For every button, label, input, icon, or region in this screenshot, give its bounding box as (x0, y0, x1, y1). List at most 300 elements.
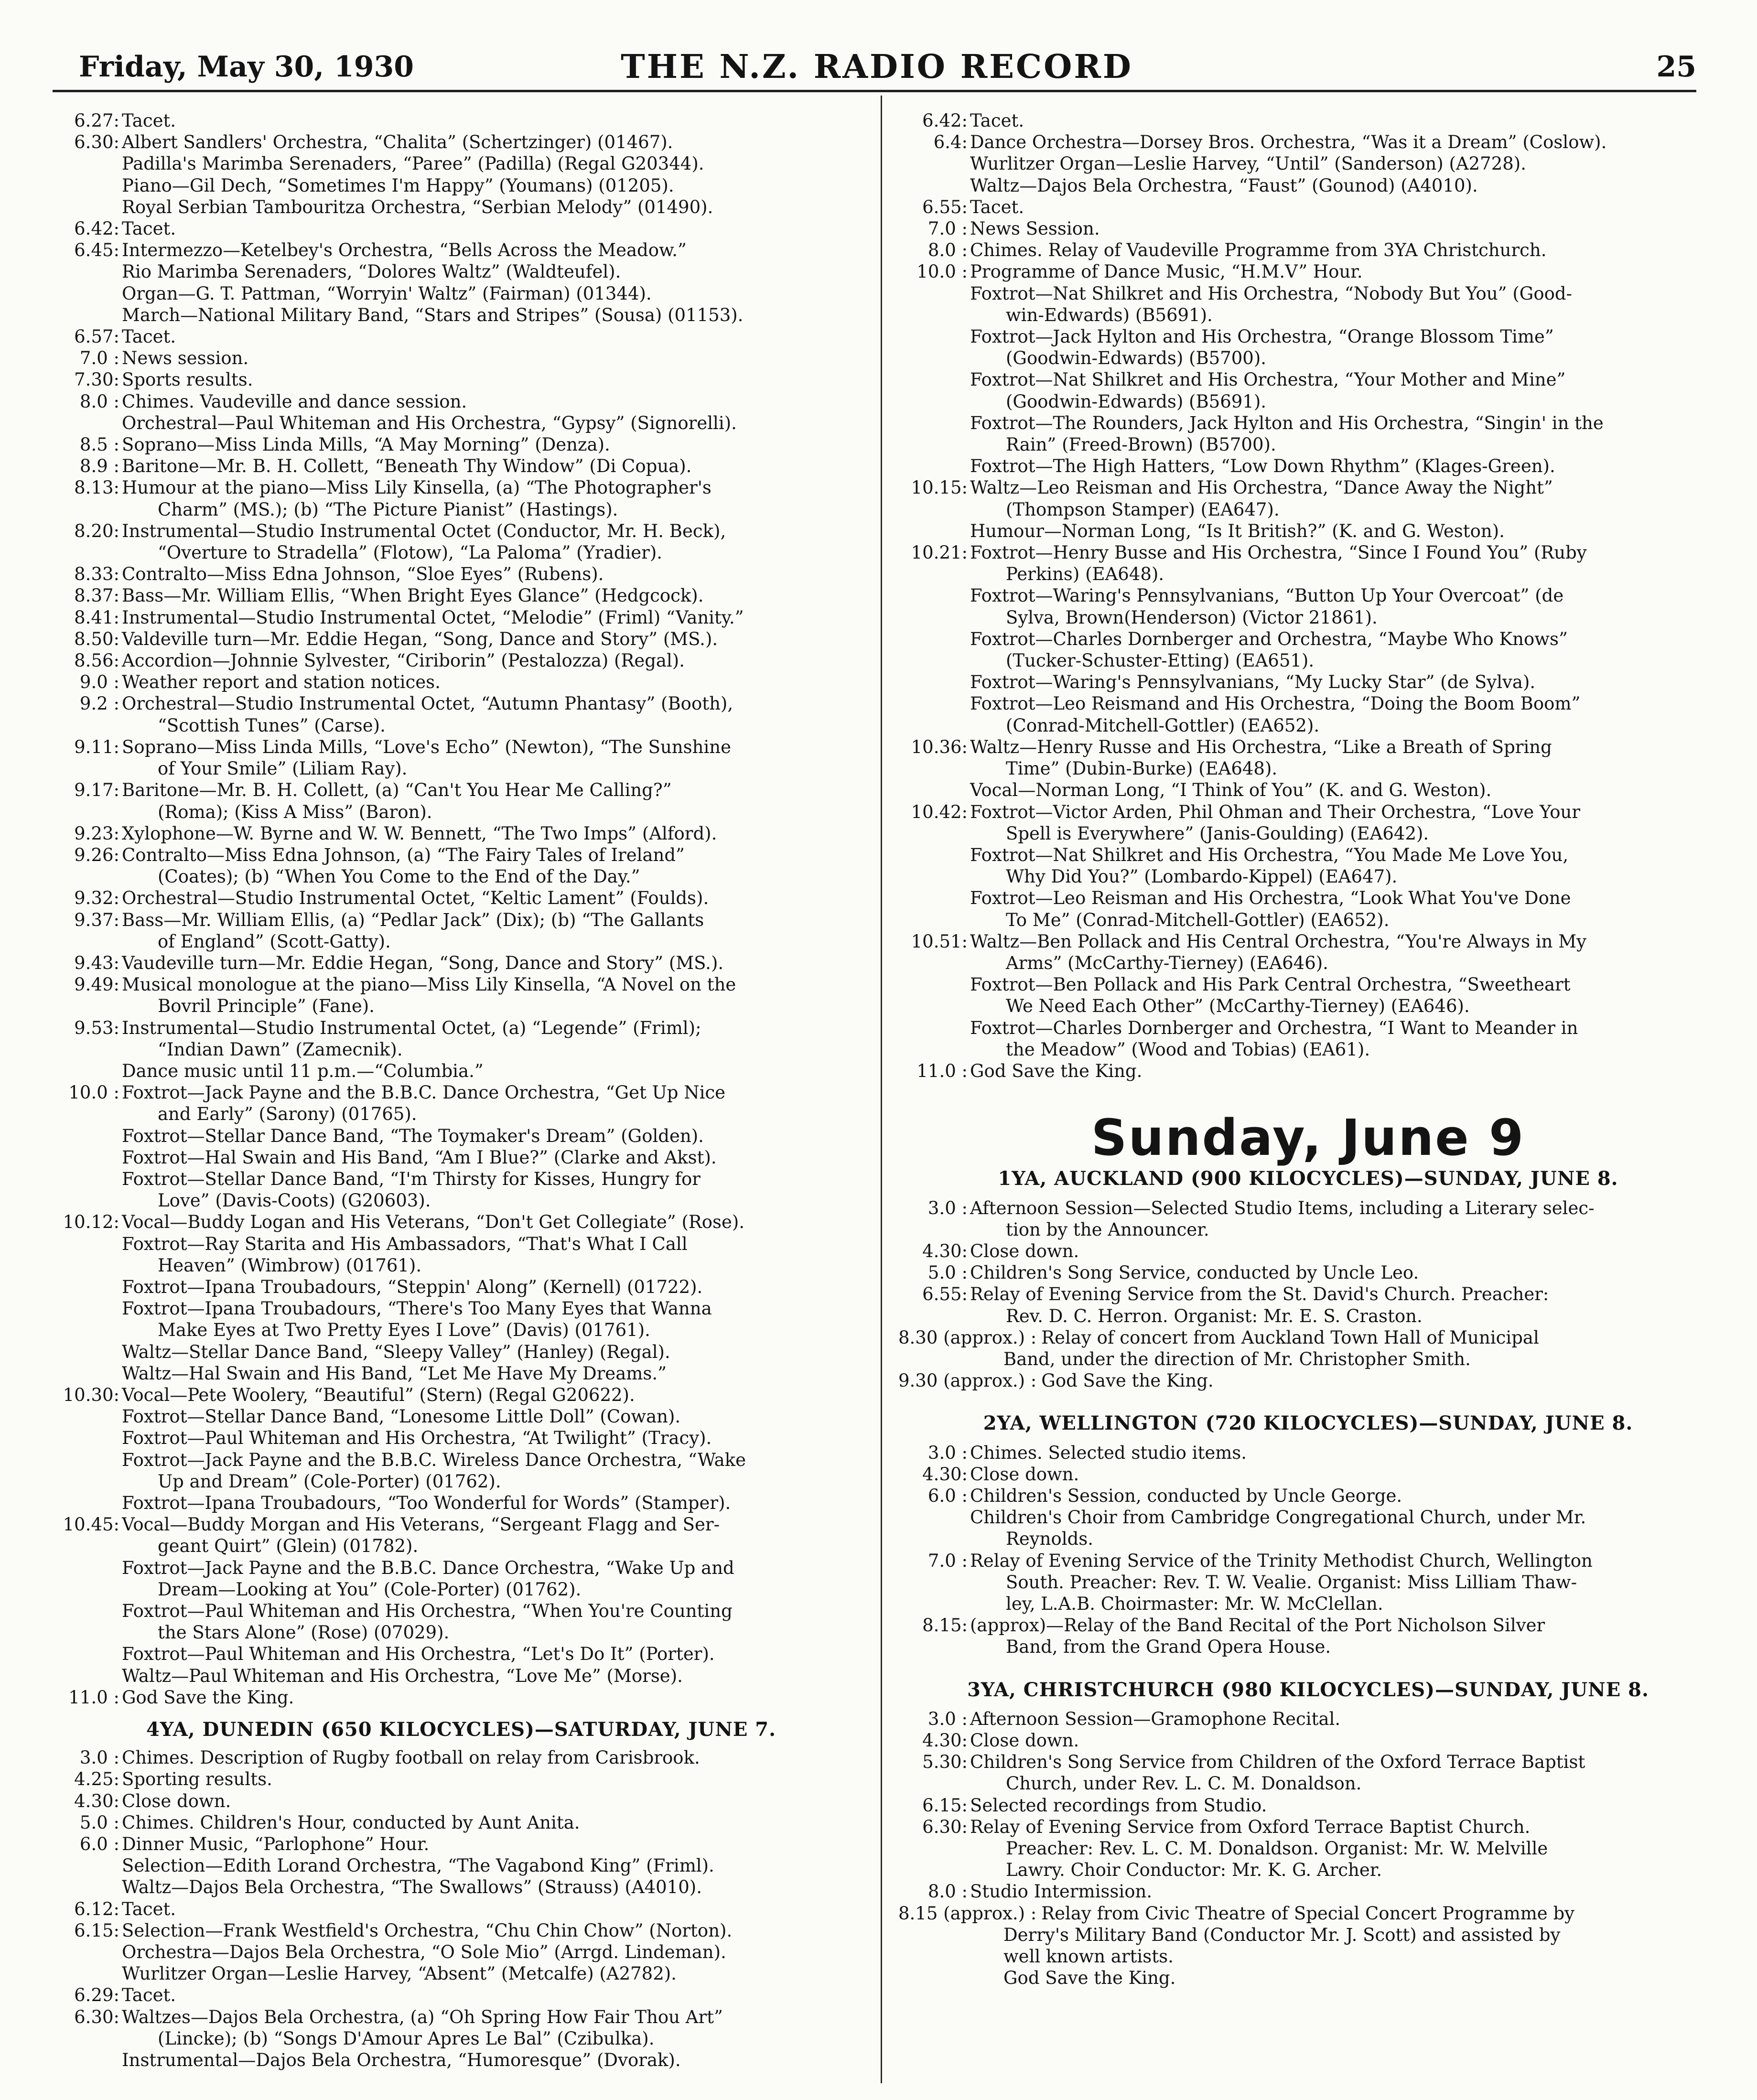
entry-line: Tacet. (122, 326, 176, 347)
programme-entry (898, 1903, 1718, 1989)
entry-line: Orchestral—Studio Instrumental Octet, “Autumn Phantasy” (Booth), (122, 693, 733, 714)
programme-entry (55, 974, 867, 1017)
entry-line: well known artists. (1003, 1946, 1174, 1967)
programme-entry (55, 2006, 867, 2071)
programme-entry (55, 1984, 867, 2006)
entry-line: Arms” (McCarthy-Tierney) (EA646). (1006, 952, 1328, 973)
entry-line: Foxtrot—Jack Payne and the B.B.C. Dance Orchestra, “Wake Up and (122, 1557, 734, 1578)
entry-line: Instrumental—Studio Instrumental Octet (Conductor, Mr. H. Beck), (122, 520, 726, 541)
entry-time: 3.0 : (927, 1708, 968, 1729)
entry-line: Charm” (MS.); (b) “The Picture Pianist” (Hastings). (158, 499, 618, 520)
entry-line: the Stars Alone” (Rose) (07029). (158, 1622, 450, 1643)
programme-entry (55, 455, 867, 477)
entry-line: Love” (Davis-Coots) (G20603). (158, 1190, 431, 1211)
entry-line: Heaven” (Wimbrow) (01761). (158, 1255, 422, 1276)
entry-time: 9.37: (74, 909, 119, 930)
entry-line: 8.30 (approx.) : Relay of concert from Auckland Town Hall of Municipal (898, 1327, 1539, 1348)
entry-time: 10.0 : (68, 1082, 119, 1103)
programme-entry (55, 391, 867, 434)
sunday-heading: Sunday, June 9 (1091, 1109, 1525, 1167)
entry-line: God Save the King. (970, 1060, 1143, 1081)
entry-time: 10.45: (63, 1514, 119, 1535)
wellington-programme (898, 1442, 1718, 1658)
entry-line: Valdeville turn—Mr. Eddie Hegan, “Song, Dance and Story” (MS.). (122, 628, 718, 649)
entry-line: Relay of Evening Service from Oxford Terrace Baptist Church. (970, 1816, 1531, 1837)
entry-line: Baritone—Mr. B. H. Collett, “Beneath Thy Window” (Di Copua). (122, 456, 692, 477)
entry-time: 5.0 : (79, 1812, 119, 1833)
entry-line: Tacet. (122, 1985, 176, 2006)
entry-time: 3.0 : (79, 1747, 119, 1768)
entry-line: Sporting results. (122, 1769, 272, 1790)
entry-line: “Scottish Tunes” (Carse). (158, 715, 386, 736)
programme-entry (55, 369, 867, 390)
entry-time: 5.0 : (927, 1262, 968, 1283)
programme-entry (55, 239, 867, 326)
entry-line: Chimes. Relay of Vaudeville Programme from 3YA Christchurch. (970, 240, 1547, 261)
programme-entry (55, 1211, 867, 1384)
entry-line: Foxtrot—Hal Swain and His Band, “Am I Blue?” (Clarke and Akst). (122, 1147, 717, 1168)
entry-line: Foxtrot—Jack Hylton and His Orchestra, “Orange Blossom Time” (970, 326, 1554, 347)
entry-line: Children's Choir from Cambridge Congregational Church, under Mr. (970, 1507, 1586, 1528)
entry-line: Foxtrot—Nat Shilkret and His Orchestra, “Nobody But You” (Good- (970, 283, 1573, 304)
entry-time: 8.56: (74, 650, 119, 671)
entry-time: 8.50: (74, 628, 119, 649)
entry-line: Wurlitzer Organ—Leslie Harvey, “Until” (Sanderson) (A2728). (970, 153, 1527, 174)
entry-time: 10.30: (63, 1384, 119, 1405)
programme-entry (898, 1370, 1718, 1391)
entry-line: Church, under Rev. L. C. M. Donaldson. (1006, 1773, 1362, 1794)
entry-line: Rev. D. C. Herron. Organist: Mr. E. S. Craston. (1006, 1305, 1423, 1326)
entry-line: Vocal—Norman Long, “I Think of You” (K. and G. Weston). (970, 780, 1492, 801)
page-number: 25 (1656, 50, 1696, 84)
entry-line: (Goodwin-Edwards) (B5700). (1006, 348, 1267, 369)
programme-entry (55, 628, 867, 650)
entry-line: Orchestra—Dajos Bela Orchestra, “O Sole Mio” (Arrgd. Lindeman). (122, 1942, 726, 1963)
entry-line: (Goodwin-Edwards) (B5691). (1006, 391, 1267, 412)
entry-line: (approx)—Relay of the Band Recital of the Port Nicholson Silver (970, 1615, 1545, 1636)
programme-entry (55, 1898, 867, 1920)
entry-line: Accordion—Johnnie Sylvester, “Ciriborin” (Pestalozza) (Regal). (122, 650, 685, 671)
programme-entry (55, 1687, 867, 1708)
entry-line: geant Quirt” (Glein) (01782). (158, 1536, 419, 1557)
programme-entry (55, 693, 867, 736)
entry-time: 10.42: (911, 801, 968, 822)
entry-time: 8.20: (74, 520, 119, 541)
page-header (53, 45, 1701, 88)
left-column (55, 110, 867, 2071)
entry-line: 9.30 (approx.) : God Save the King. (898, 1370, 1214, 1391)
entry-line: Soprano—Miss Linda Mills, “A May Morning” (Denza). (122, 434, 610, 455)
entry-line: God Save the King. (1003, 1968, 1176, 1989)
entry-time: 9.32: (74, 888, 119, 909)
entry-line: Tacet. (970, 110, 1024, 131)
entry-line: We Need Each Other” (McCarthy-Tierney) (EA646). (1006, 996, 1470, 1017)
programme-entry (55, 823, 867, 844)
programme-entry (55, 434, 867, 455)
entry-line: Derry's Military Band (Conductor Mr. J. Scott) and assisted by (1003, 1924, 1561, 1945)
programme-entry (898, 131, 1718, 196)
entry-line: Royal Serbian Tambouritza Orchestra, “Serbian Melody” (01490). (122, 196, 713, 217)
programme-entry (55, 1514, 867, 1687)
christchurch-programme (898, 1708, 1718, 1989)
programme-entry (55, 1017, 867, 1082)
entry-line: Foxtrot—Ben Pollack and His Park Central Orchestra, “Sweetheart (970, 974, 1571, 995)
programme-entry (898, 218, 1718, 239)
programme-entry (898, 1550, 1718, 1615)
entry-time: 10.21: (911, 542, 968, 563)
entry-time: 8.0 : (927, 240, 968, 261)
entry-time: 3.0 : (927, 1197, 968, 1218)
entry-time: 11.0 : (916, 1060, 968, 1081)
entry-time: 4.30: (922, 1464, 968, 1485)
entry-line: Foxtrot—Stellar Dance Band, “I'm Thirsty for Kisses, Hungry for (122, 1168, 701, 1189)
entry-time: 6.15: (922, 1795, 968, 1816)
programme-entry (55, 131, 867, 218)
programme-entry (898, 801, 1718, 931)
entry-line: Intermezzo—Ketelbey's Orchestra, “Bells Across the Meadow.” (122, 240, 687, 261)
entry-line: win-Edwards) (B5691). (1006, 304, 1213, 325)
entry-line: Orchestral—Paul Whiteman and His Orchestra, “Gypsy” (Signorelli). (122, 412, 737, 433)
entry-line: Children's Song Service, conducted by Uncle Leo. (970, 1262, 1419, 1283)
entry-line: Rio Marimba Serenaders, “Dolores Waltz” (Waldteufel). (122, 261, 621, 282)
entry-line: Musical monologue at the piano—Miss Lily Kinsella, “A Novel on the (122, 974, 736, 995)
entry-line: Waltz—Dajos Bela Orchestra, “Faust” (Gounod) (A4010). (970, 175, 1478, 196)
entry-line: To Me” (Conrad-Mitchell-Gottler) (EA652). (1006, 909, 1390, 930)
entry-line: and Early” (Sarony) (01765). (158, 1104, 417, 1125)
programme-entry (898, 1060, 1718, 1082)
programme-entry (55, 1790, 867, 1812)
entry-time: 6.42: (74, 218, 119, 239)
saturday-programme-right (898, 110, 1718, 1082)
programme-entry (55, 1384, 867, 1514)
entry-line: Band, from the Grand Opera House. (1006, 1637, 1331, 1658)
dunedin-programme (55, 1747, 867, 2071)
programme-entry (898, 1730, 1718, 1751)
programme-entry (55, 779, 867, 822)
entry-line: Dream—Looking at You” (Cole-Porter) (01762). (158, 1579, 582, 1600)
entry-line: Bass—Mr. William Ellis, “When Bright Eyes Glance” (Hedgcock). (122, 585, 704, 606)
entry-line: Vocal—Pete Woolery, “Beautiful” (Stern) (Regal G20622). (122, 1384, 635, 1405)
programme-entry (55, 1920, 867, 1985)
programme-entry (55, 563, 867, 585)
entry-line: Foxtrot—Henry Busse and His Orchestra, “Since I Found You” (Ruby (970, 542, 1587, 563)
entry-time: 9.49: (74, 974, 119, 995)
programme-entry (55, 347, 867, 369)
entry-line: Instrumental—Studio Instrumental Octet, “Melodie” (Friml) “Vanity.” (122, 607, 744, 628)
entry-line: Foxtrot—Stellar Dance Band, “The Toymaker's Dream” (Golden). (122, 1125, 704, 1146)
entry-time: 8.15: (922, 1615, 968, 1636)
entry-line: Dance music until 11 p.m.—“Columbia.” (122, 1060, 484, 1081)
entry-time: 8.15 (approx.) : (898, 1903, 1037, 1924)
entry-line: Dance Orchestra—Dorsey Bros. Orchestra, “Was it a Dream” (Coslow). (970, 132, 1607, 153)
entry-line: Foxtrot—Ray Starita and His Ambassadors, “That's What I Call (122, 1233, 688, 1254)
entry-line: (Coates); (b) “When You Come to the End of the Day.” (158, 866, 640, 887)
programme-entry (898, 931, 1718, 1060)
issue-date: Friday, May 30, 1930 (79, 50, 414, 84)
entry-line: Tacet. (122, 110, 176, 131)
right-column (898, 110, 1718, 1989)
entry-time: 8.33: (74, 564, 119, 585)
entry-line: of Your Smile” (Liliam Ray). (158, 758, 408, 779)
entry-time: 8.9 : (79, 456, 119, 477)
programme-entry (898, 1615, 1718, 1658)
programme-entry (898, 1816, 1718, 1881)
dunedin-heading: 4YA, DUNEDIN (650 KILOCYCLES)—SATURDAY, JUNE 7. (146, 1718, 776, 1741)
programme-entry (55, 218, 867, 239)
header-rule (53, 90, 1696, 92)
entry-time: 4.30: (922, 1240, 968, 1261)
entry-line: (Roma); (Kiss A Miss” (Baron). (158, 801, 432, 822)
entry-time: 9.30 (approx.) : (898, 1370, 1037, 1391)
entry-line: Vocal—Buddy Morgan and His Veterans, “Sergeant Flagg and Ser- (122, 1514, 720, 1535)
entry-line: Time” (Dubin-Burke) (EA648). (1006, 758, 1278, 779)
entry-line: Foxtrot—Paul Whiteman and His Orchestra, “Let's Do It” (Porter). (122, 1644, 715, 1665)
entry-line: Rain” (Freed-Brown) (B5700). (1006, 434, 1276, 455)
programme-entry (898, 542, 1718, 736)
column-divider (881, 96, 882, 2083)
entry-line: Chimes. Vaudeville and dance session. (122, 391, 467, 412)
entry-line: Foxtrot—Waring's Pennsylvanians, “Button Up Your Overcoat” (de (970, 585, 1564, 606)
entry-line: Up and Dream” (Cole-Porter) (01762). (158, 1471, 501, 1492)
entry-line: Tacet. (970, 196, 1024, 217)
programme-entry (898, 1327, 1718, 1370)
auckland-programme (898, 1197, 1718, 1392)
programme-entry (55, 1082, 867, 1211)
entry-line: Instrumental—Studio Instrumental Octet, (a) “Legende” (Friml); (122, 1017, 701, 1038)
entry-line: God Save the King. (122, 1687, 294, 1708)
entry-line: Bass—Mr. William Ellis, (a) “Pedlar Jack” (Dix); (b) “The Gallants (122, 909, 704, 930)
entry-time: 10.36: (911, 736, 968, 757)
entry-line: Weather report and station notices. (122, 672, 441, 693)
entry-line: Tacet. (122, 218, 176, 239)
programme-entry (898, 1795, 1718, 1816)
entry-line: Chimes. Children's Hour, conducted by Aunt Anita. (122, 1812, 580, 1833)
entry-line: Organ—G. T. Pattman, “Worryin' Waltz” (Fairman) (01344). (122, 283, 652, 304)
entry-line: Programme of Dance Music, “H.M.V” Hour. (970, 261, 1363, 282)
entry-time: 6.30: (74, 2006, 119, 2027)
entry-line: Foxtrot—Charles Dornberger and Orchestra, “Maybe Who Knows” (970, 628, 1568, 649)
programme-entry (898, 239, 1718, 261)
entry-time: 9.11: (74, 736, 119, 757)
entry-time: 8.0 : (79, 391, 119, 412)
entry-line: Foxtrot—Victor Arden, Phil Ohman and Their Orchestra, “Love Your (970, 801, 1581, 822)
entry-time: 8.0 : (927, 1881, 968, 1902)
entry-time: 11.0 : (68, 1687, 119, 1708)
entry-line: Close down. (970, 1730, 1079, 1751)
entry-line: Selection—Edith Lorand Orchestra, “The Vagabond King” (Friml). (122, 1855, 714, 1876)
entry-time: 6.30: (74, 132, 119, 153)
entry-line: Bovril Principle” (Fane). (158, 996, 375, 1017)
entry-line: Chimes. Selected studio items. (970, 1442, 1247, 1463)
entry-time: 4.25: (74, 1769, 119, 1790)
entry-line: ley, L.A.B. Choirmaster: Mr. W. McClellan. (1006, 1594, 1383, 1614)
entry-line: Make Eyes at Two Pretty Eyes I Love” (Davis) (01761). (158, 1320, 650, 1341)
entry-time: 7.0 : (79, 348, 119, 369)
programme-entry (55, 520, 867, 563)
programme-entry (55, 650, 867, 671)
entry-line: Waltz—Hal Swain and His Band, “Let Me Have My Dreams.” (122, 1363, 667, 1384)
programme-entry (55, 1812, 867, 1833)
entry-time: 6.55: (922, 196, 968, 217)
programme-entry (898, 1464, 1718, 1485)
programme-entry (898, 110, 1718, 131)
entry-line: Foxtrot—Ipana Troubadours, “There's Too Many Eyes that Wanna (122, 1298, 712, 1319)
entry-time: 7.30: (74, 369, 119, 390)
entry-line: Foxtrot—Nat Shilkret and His Orchestra, “You Made Me Love You, (970, 844, 1569, 865)
entry-time: 9.26: (74, 844, 119, 865)
entry-time: 6.15: (74, 1920, 119, 1941)
entry-line: Children's Session, conducted by Uncle George. (970, 1485, 1402, 1506)
entry-line: Waltz—Dajos Bela Orchestra, “The Swallows” (Strauss) (A4010). (122, 1877, 702, 1898)
entry-line: Orchestral—Studio Instrumental Octet, “Keltic Lament” (Foulds). (122, 888, 709, 909)
entry-line: Sports results. (122, 369, 253, 390)
entry-line: Perkins) (EA648). (1006, 564, 1164, 585)
programme-entry (55, 477, 867, 520)
entry-line: Foxtrot—Paul Whiteman and His Orchestra, “At Twilight” (Tracy). (122, 1428, 712, 1449)
entry-time: 6.30: (922, 1816, 968, 1837)
entry-time: 9.17: (74, 780, 119, 801)
entry-line: Selected recordings from Studio. (970, 1795, 1267, 1816)
entry-line: Close down. (970, 1464, 1079, 1485)
entry-line: Close down. (122, 1790, 231, 1811)
entry-line: Waltz—Henry Russe and His Orchestra, “Like a Breath of Spring (970, 736, 1552, 757)
entry-time: 6.27: (74, 110, 119, 131)
entry-time: 9.0 : (79, 672, 119, 693)
entry-line: tion by the Announcer. (1006, 1219, 1209, 1240)
programme-entry (898, 1240, 1718, 1262)
entry-line: “Overture to Stradella” (Flotow), “La Paloma” (Yradier). (158, 542, 663, 563)
entry-line: Spell is Everywhere” (Janis-Goulding) (EA642). (1006, 823, 1429, 844)
entry-line: Foxtrot—Charles Dornberger and Orchestra, “I Want to Meander in (970, 1017, 1578, 1038)
entry-line: Selection—Frank Westfield's Orchestra, “Chu Chin Chow” (Norton). (122, 1920, 733, 1941)
entry-time: 3.0 : (927, 1442, 968, 1463)
entry-time: 8.5 : (79, 434, 119, 455)
entry-line: Baritone—Mr. B. H. Collett, (a) “Can't You Hear Me Calling?” (122, 780, 672, 801)
programme-entry (55, 844, 867, 887)
entry-time: 10.0 : (916, 261, 968, 282)
entry-time: 5.30: (922, 1752, 968, 1773)
entry-line: Albert Sandlers' Orchestra, “Chalita” (Schertzinger) (01467). (122, 132, 673, 153)
entry-line: Foxtrot—Stellar Dance Band, “Lonesome Little Doll” (Cowan). (122, 1406, 681, 1427)
entry-line: (Thompson Stamper) (EA647). (1006, 499, 1280, 520)
programme-entry (898, 736, 1718, 801)
entry-line: March—National Military Band, “Stars and Stripes” (Sousa) (01153). (122, 304, 744, 325)
programme-entry (55, 887, 867, 909)
programme-entry (55, 909, 867, 952)
auckland-heading: 1YA, AUCKLAND (900 KILOCYCLES)—SUNDAY, JUNE 8. (998, 1167, 1618, 1190)
entry-line: (Tucker-Schuster-Etting) (EA651). (1006, 650, 1315, 671)
programme-entry (55, 607, 867, 628)
entry-time: 7.0 : (927, 1550, 968, 1571)
entry-time: 10.51: (911, 931, 968, 952)
entry-line: Why Did You?” (Lombardo-Kippel) (EA647). (1006, 866, 1398, 887)
entry-line: Foxtrot—The Rounders, Jack Hylton and His Orchestra, “Singin' in the (970, 412, 1604, 433)
programme-entry (898, 1283, 1718, 1326)
entry-time: 8.37: (74, 585, 119, 606)
entry-line: Waltz—Stellar Dance Band, “Sleepy Valley” (Hanley) (Regal). (122, 1341, 670, 1362)
entry-time: 6.0 : (927, 1485, 968, 1506)
entry-line: Foxtrot—Nat Shilkret and His Orchestra, “Your Mother and Mine” (970, 369, 1566, 390)
programme-entry (55, 736, 867, 779)
entry-line: Dinner Music, “Parlophone” Hour. (122, 1834, 430, 1855)
entry-time: 10.12: (63, 1212, 119, 1233)
programme-entry (55, 1768, 867, 1790)
entry-time: 6.42: (922, 110, 968, 131)
entry-line: Waltz—Ben Pollack and His Central Orchestra, “You're Always in My (970, 931, 1586, 952)
programme-entry (898, 196, 1718, 218)
entry-line: News session. (122, 348, 249, 369)
entry-time: 9.43: (74, 952, 119, 973)
programme-entry (898, 1262, 1718, 1283)
programme-entry (898, 1485, 1718, 1550)
entry-line: (Conrad-Mitchell-Gottler) (EA652). (1006, 715, 1320, 736)
programme-entry (898, 1751, 1718, 1794)
entry-time: 4.30: (922, 1730, 968, 1751)
entry-line: (Lincke); (b) “Songs D'Amour Apres Le Bal” (Czibulka). (158, 2028, 655, 2049)
saturday-programme-continued (55, 110, 867, 1708)
entry-time: 6.45: (74, 240, 119, 261)
entry-line: Chimes. Description of Rugby football on relay from Carisbrook. (122, 1747, 700, 1768)
entry-line: Contralto—Miss Edna Johnson, (a) “The Fairy Tales of Ireland” (122, 844, 685, 865)
programme-entry (55, 671, 867, 693)
entry-time: 6.4: (933, 132, 968, 153)
entry-time: 4.30: (74, 1790, 119, 1811)
programme-entry (55, 1833, 867, 1898)
entry-line: Relay of Evening Service of the Trinity Methodist Church, Wellington (970, 1550, 1593, 1571)
entry-line: Piano—Gil Dech, “Sometimes I'm Happy” (Youmans) (01205). (122, 175, 674, 196)
entry-line: Children's Song Service from Children of the Oxford Terrace Baptist (970, 1752, 1585, 1773)
entry-line: Humour—Norman Long, “Is It British?” (K. and G. Weston). (970, 520, 1505, 541)
programme-entry (898, 1881, 1718, 1902)
entry-line: Wurlitzer Organ—Leslie Harvey, “Absent” (Metcalfe) (A2782). (122, 1963, 677, 1984)
programme-entry (55, 326, 867, 347)
entry-line: Instrumental—Dajos Bela Orchestra, “Humoresque” (Dvorak). (122, 2050, 681, 2071)
wellington-heading: 2YA, WELLINGTON (720 KILOCYCLES)—SUNDAY, JUNE 8. (983, 1412, 1633, 1435)
entry-line: Waltzes—Dajos Bela Orchestra, (a) “Oh Spring How Fair Thou Art” (122, 2006, 723, 2027)
entry-time: 10.15: (911, 477, 968, 498)
entry-time: 6.29: (74, 1985, 119, 2006)
entry-time: 9.23: (74, 823, 119, 844)
programme-entry (898, 1442, 1718, 1464)
entry-line: Sylva, Brown(Henderson) (Victor 21861). (1006, 607, 1378, 628)
entry-time: 7.0 : (927, 218, 968, 239)
entry-line: Foxtrot—Paul Whiteman and His Orchestra, “When You're Counting (122, 1601, 733, 1622)
entry-time: 6.55: (922, 1284, 968, 1305)
entry-time: 8.13: (74, 477, 119, 498)
entry-line: Lawry. Choir Conductor: Mr. K. G. Archer. (1006, 1860, 1382, 1881)
entry-line: Foxtrot—Jack Payne and the B.B.C. Dance Orchestra, “Get Up Nice (122, 1082, 726, 1103)
programme-entry (55, 952, 867, 974)
entry-time: 6.0 : (79, 1834, 119, 1855)
programme-entry (55, 1747, 867, 1768)
entry-line: Afternoon Session—Selected Studio Items, including a Literary selec- (970, 1197, 1595, 1218)
entry-line: Foxtrot—Ipana Troubadours, “Steppin' Along” (Kernell) (01722). (122, 1276, 703, 1297)
entry-line: Vocal—Buddy Logan and His Veterans, “Don't Get Collegiate” (Rose). (122, 1212, 745, 1233)
entry-line: Reynolds. (1006, 1529, 1094, 1550)
publication-title: THE N.Z. RADIO RECORD (621, 48, 1133, 86)
entry-line: Padilla's Marimba Serenaders, “Paree” (Padilla) (Regal G20344). (122, 153, 704, 174)
entry-line: Preacher: Rev. L. C. M. Donaldson. Organist: Mr. W. Melville (1006, 1838, 1548, 1859)
entry-time: 6.12: (74, 1898, 119, 1919)
entry-line: News Session. (970, 218, 1100, 239)
programme-entry (55, 110, 867, 131)
entry-line: Band, under the direction of Mr. Christopher Smith. (1003, 1348, 1471, 1369)
entry-line: Studio Intermission. (970, 1881, 1153, 1902)
entry-line: the Meadow” (Wood and Tobias) (EA61). (1006, 1039, 1370, 1060)
entry-line: Foxtrot—Ipana Troubadours, “Too Wonderful for Words” (Stamper). (122, 1493, 731, 1513)
entry-line: Waltz—Leo Reisman and His Orchestra, “Dance Away the Night” (970, 477, 1553, 498)
entry-time: 8.41: (74, 607, 119, 628)
